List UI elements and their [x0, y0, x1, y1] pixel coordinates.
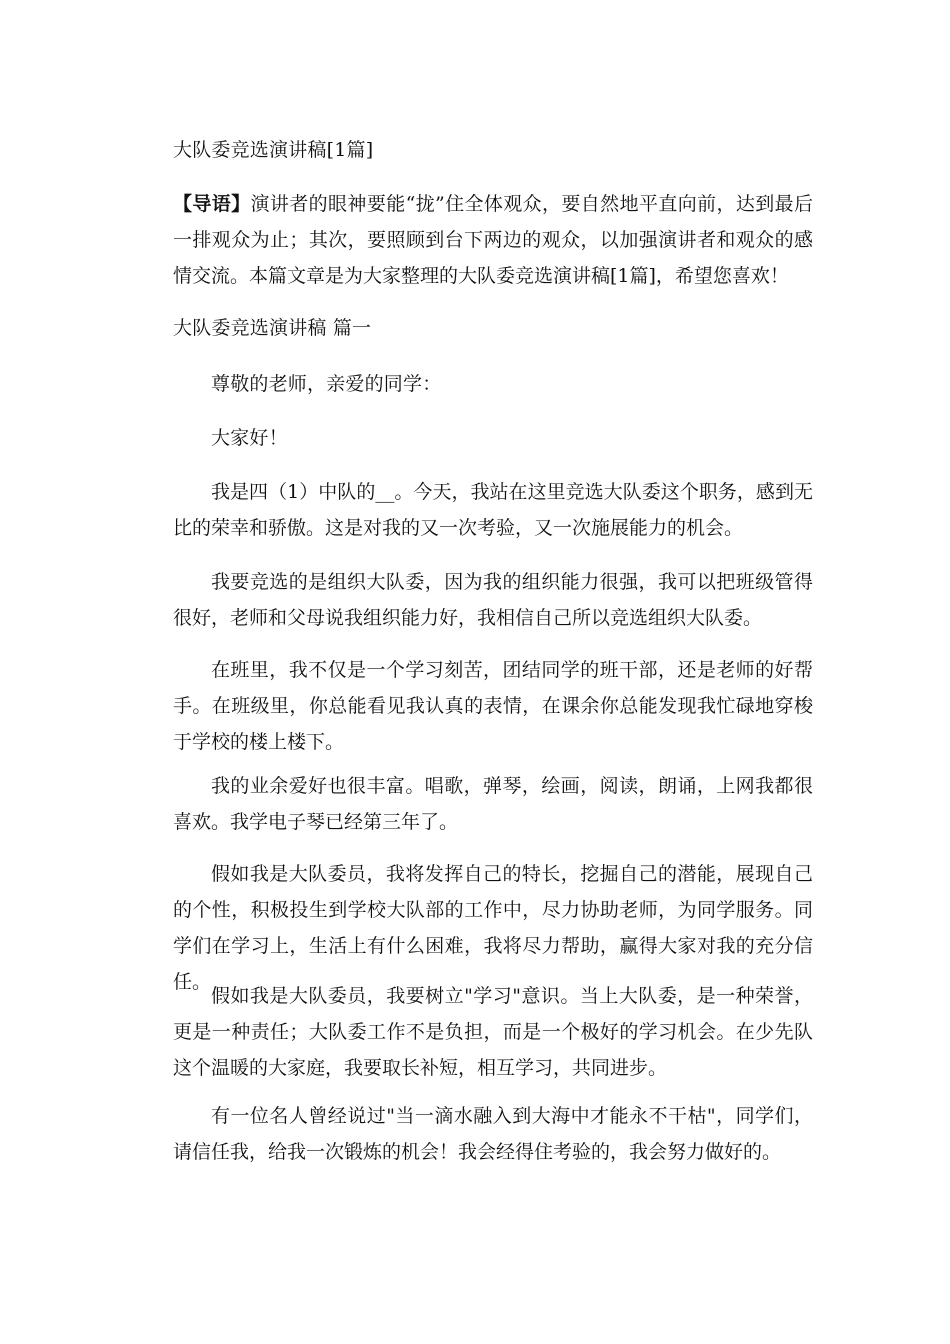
section-title: 大队委竞选演讲稿 篇一	[173, 317, 372, 339]
intro-marker: 【导语】	[173, 193, 251, 215]
salutation: 尊敬的老师，亲爱的同学：	[211, 373, 442, 395]
body-paragraph-3: 在班里，我不仅是一个学习刻苦，团结同学的班干部，还是老师的好帮手。在班级里，你总能看见我认真的表情，在课余你总能发现我忙碌地穿梭于学校的楼上楼下。	[173, 659, 813, 753]
body-paragraph-6: 假如我是大队委员，我要树立"学习"意识。当上大队委，是一种荣誉，更是一种责任；大队委工作不是负担，而是一个极好的学习机会。在少先队这个温暖的大家庭，我要取长补短，相互学习，共同进步。	[173, 985, 813, 1079]
document-title: 大队委竞选演讲稿[1篇]	[173, 139, 374, 161]
body-paragraph-1: 我是四（1）中队的__。今天，我站在这里竞选大队委这个职务，感到无比的荣幸和骄傲。这是对我的又一次考验，又一次施展能力的机会。	[173, 481, 813, 539]
body-paragraph-7: 有一位名人曾经说过"当一滴水融入到大海中才能永不干枯"，同学们，请信任我，给我一次锻炼的机会！我会经得住考验的，我会努力做好的。	[173, 1105, 813, 1163]
intro-paragraph	[173, 186, 813, 294]
greeting: 大家好！	[211, 427, 288, 449]
body-paragraph-5: 假如我是大队委员，我将发挥自己的特长，挖掘自己的潜能，展现自己的个性，积极投生到学校大队部的工作中，尽力协助老师，为同学服务。同学们在学习上，生活上有什么困难，我将尽力帮助，赢得大家对我的充分信任。	[173, 863, 813, 993]
body-paragraph-4: 我的业余爱好也很丰富。唱歌，弹琴，绘画，阅读，朗诵，上网我都很喜欢。我学电子琴已经第三年了。	[173, 775, 813, 833]
body-paragraph-2: 我要竞选的是组织大队委，因为我的组织能力很强，我可以把班级管得很好，老师和父母说我组织能力好，我相信自己所以竞选组织大队委。	[173, 571, 813, 629]
intro-text: 演讲者的眼神要能“拢”住全体观众，要自然地平直向前，达到最后一排观众为止；其次，要照顾到台下两边的观众，以加强演讲者和观众的感情交流。本篇文章是为大家整理的大队委竞选演讲稿[1篇]，希望您喜欢！	[173, 193, 813, 287]
